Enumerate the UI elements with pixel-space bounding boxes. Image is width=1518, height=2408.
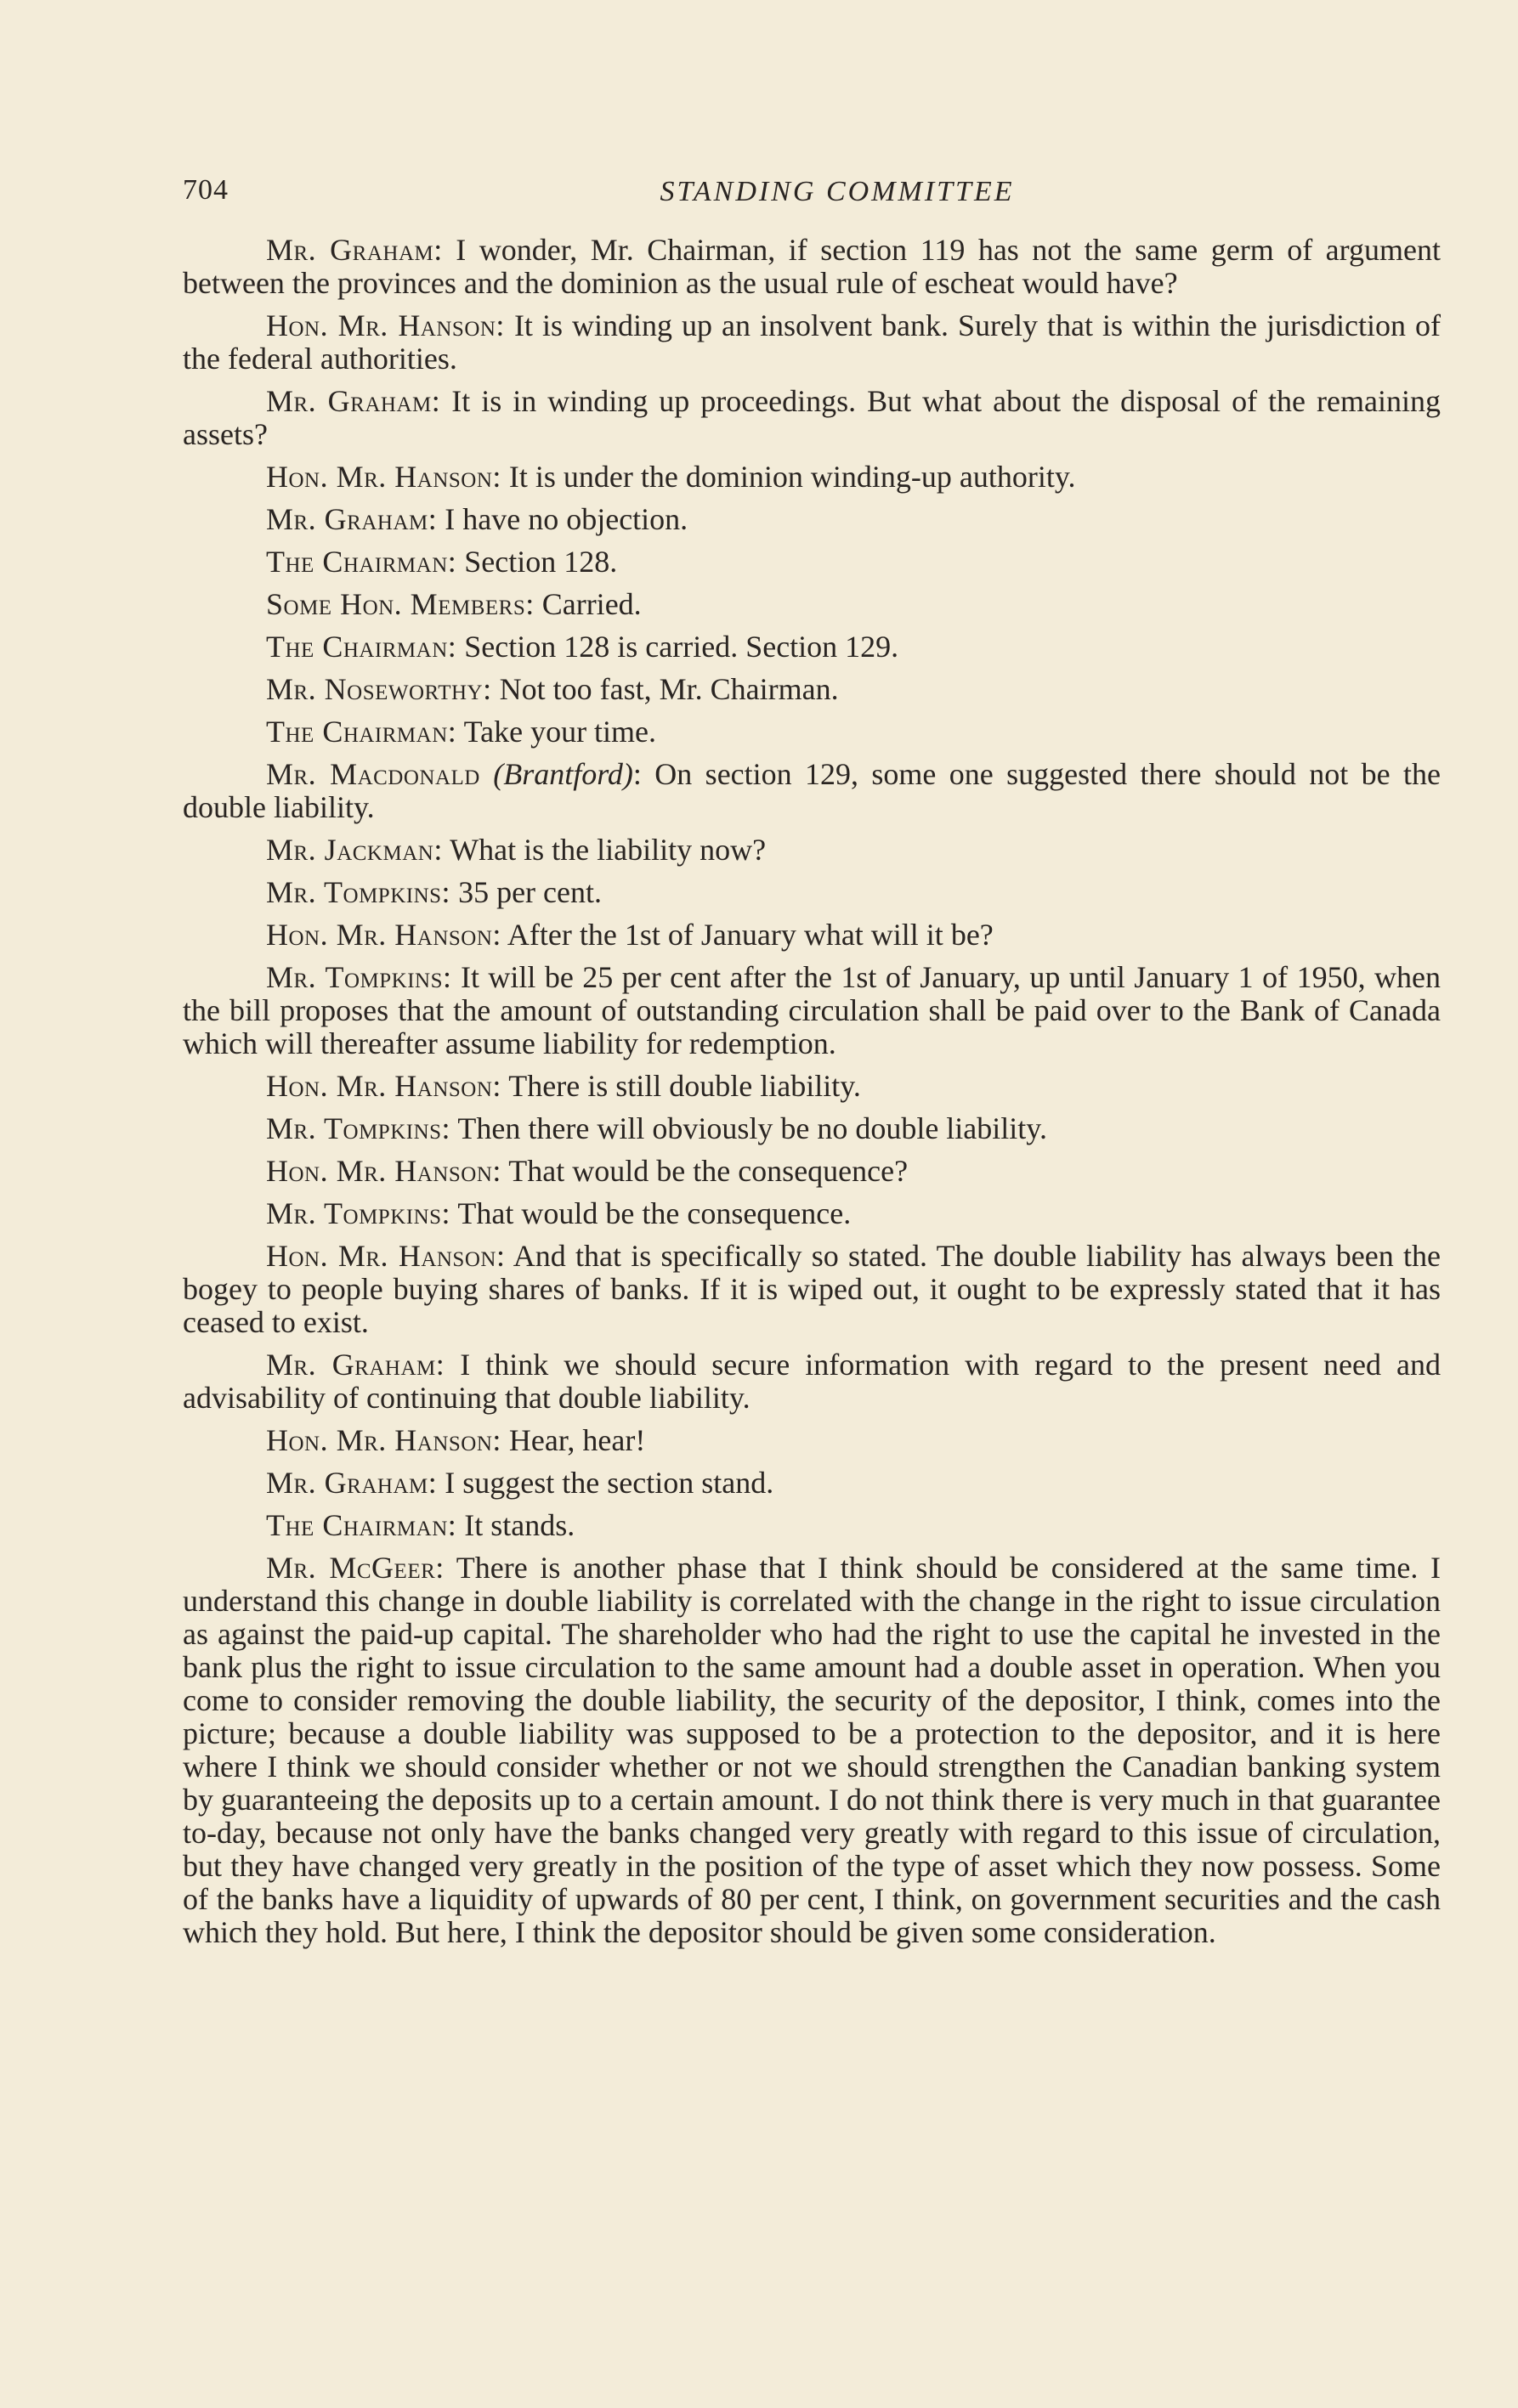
paragraph-text: 35 per cent. xyxy=(450,875,602,909)
paragraph-text: Section 128 is carried. Section 129. xyxy=(456,630,899,664)
paragraph xyxy=(183,1070,1441,1103)
paragraph-text: After the 1st of January what will it be? xyxy=(501,918,994,952)
paragraph xyxy=(183,834,1441,867)
speaker-name: Mr. Tompkins: xyxy=(266,1111,451,1145)
paragraph xyxy=(183,630,1441,664)
speaker-name: Mr. Macdonald xyxy=(266,757,480,791)
paragraph-text: And that is specifically so stated. The double liability has always been the bogey to people buying shares of banks. If it is wiped out, it ought to be expressly stated that it has ceased to exist. xyxy=(183,1239,1441,1339)
speaker-name: Mr. Tompkins: xyxy=(266,1196,451,1230)
speaker-name: Mr. Noseworthy: xyxy=(266,672,492,706)
paragraph-text: Take your time. xyxy=(456,715,657,749)
paragraph xyxy=(183,1467,1441,1500)
paragraph xyxy=(183,1112,1441,1145)
paragraph xyxy=(183,385,1441,451)
speaker-name: Mr. Graham: xyxy=(266,233,443,267)
speaker-name: Mr. Graham: xyxy=(266,502,438,536)
speaker-name: Mr. McGeer: xyxy=(266,1551,445,1585)
speaker-name: Hon. Mr. Hanson: xyxy=(266,1069,501,1103)
speaker-name: Hon. Mr. Hanson: xyxy=(266,1423,501,1457)
paragraph xyxy=(183,758,1441,824)
paragraph xyxy=(183,1552,1441,1949)
paragraph xyxy=(183,919,1441,952)
paragraph xyxy=(183,588,1441,621)
paragraph-text: It is under the dominion winding-up authority. xyxy=(501,460,1076,494)
speaker-name: Mr. Tompkins: xyxy=(266,960,452,994)
paragraph-text: I have no objection. xyxy=(437,502,688,536)
paragraph-text: Not too fast, Mr. Chairman. xyxy=(491,672,839,706)
speaker-name: Hon. Mr. Hanson: xyxy=(266,1154,501,1188)
speaker-name: The Chairman: xyxy=(266,1508,457,1542)
paragraph-text: It is winding up an insolvent bank. Surely that is within the jurisdiction of the federal authorities. xyxy=(183,308,1441,376)
paragraph xyxy=(183,309,1441,376)
paragraph xyxy=(183,876,1441,909)
running-head: STANDING COMMITTEE xyxy=(660,176,1015,207)
speaker-name: Mr. Graham: xyxy=(266,1466,438,1500)
speaker-name: Mr. Jackman: xyxy=(266,833,443,867)
speaker-name: Mr. Graham: xyxy=(266,384,441,418)
paragraph xyxy=(183,1155,1441,1188)
paragraph xyxy=(183,234,1441,300)
speaker-name: The Chairman: xyxy=(266,715,457,749)
paragraph-text: It will be 25 per cent after the 1st of January, up until January 1 of 1950, when the bill proposes that the amount of outstanding circulation shall be paid over to the Bank of Canada which will thereafter assume liability for redemption. xyxy=(183,960,1441,1060)
paragraph-text: There is another phase that I think should be considered at the same time. I understand this change in double liability is correlated with the change in the right to issue circulation as against the paid-up capital. The shareholder who had the right to use the capital he invested in the bank plus the right to issue circulation to the same amount had a double asset in operation. When you come to consider removing the double liability, the security of the depositor, I think, comes into the picture; because a double liability was supposed to be a protection to the depositor, and it is here where I think we should consider whether or not we should strengthen the Canadian banking system by guaranteeing the deposits up to a certain amount. I do not think there is very much in that guarantee to-day, because not only have the banks changed very greatly with regard to this issue of circulation, but they have changed very greatly in the position of the type of asset which they now possess. Some of the banks have a liquidity of upwards of 80 per cent, I think, on government securities and the cash which they hold. But here, I think the depositor should be given some consideration. xyxy=(183,1551,1442,1949)
paragraph xyxy=(183,961,1441,1060)
paragraph xyxy=(183,1424,1441,1457)
paragraph-text: I think we should secure information with regard to the present need and advisability of continuing that double liability. xyxy=(183,1348,1441,1415)
paragraph xyxy=(183,1240,1441,1339)
paragraph-text: Then there will obviously be no double liability. xyxy=(450,1111,1047,1145)
speaker-name: The Chairman: xyxy=(266,545,457,579)
paragraph-text: What is the liability now? xyxy=(442,833,767,867)
paragraph-text: That would be the consequence? xyxy=(501,1154,909,1188)
riding-name: (Brantford) xyxy=(493,757,633,791)
paragraph-text: Carried. xyxy=(534,587,642,621)
paragraph xyxy=(183,545,1441,579)
page-number: 704 xyxy=(183,174,229,206)
speaker-name: Hon. Mr. Hanson: xyxy=(266,1239,506,1273)
paragraph xyxy=(183,503,1441,536)
page-header xyxy=(183,174,1441,217)
paragraph xyxy=(183,715,1441,749)
paragraph xyxy=(183,1348,1441,1415)
speaker-name: Hon. Mr. Hanson: xyxy=(266,308,505,342)
speaker-name: Hon. Mr. Hanson: xyxy=(266,918,501,952)
paragraph-text: It stands. xyxy=(456,1508,575,1542)
paragraph-text: I suggest the section stand. xyxy=(437,1466,774,1500)
transcript-body xyxy=(183,234,1441,1959)
paragraph-text: I wonder, Mr. Chairman, if section 119 has not the same germ of argument between the provinces and the dominion as the usual rule of escheat would have? xyxy=(183,233,1441,300)
paragraph-text: It is in winding up proceedings. But what about the disposal of the remaining assets? xyxy=(183,384,1441,451)
paragraph-text: Hear, hear! xyxy=(501,1423,646,1457)
paragraph xyxy=(183,673,1441,706)
speaker-name: Mr. Graham: xyxy=(266,1348,445,1382)
speaker-name: Some Hon. Members: xyxy=(266,587,535,621)
paragraph-text: : On section 129, some one suggested there should not be the double liability. xyxy=(183,757,1442,824)
paragraph xyxy=(183,1509,1441,1542)
speaker-name: Mr. Tompkins: xyxy=(266,875,451,909)
speaker-name: The Chairman: xyxy=(266,630,457,664)
paragraph xyxy=(183,1197,1441,1230)
paragraph-text: There is still double liability. xyxy=(501,1069,861,1103)
paragraph-text: That would be the consequence. xyxy=(450,1196,852,1230)
speaker-name: Hon. Mr. Hanson: xyxy=(266,460,501,494)
paragraph xyxy=(183,461,1441,494)
paragraph-text: Section 128. xyxy=(456,545,618,579)
